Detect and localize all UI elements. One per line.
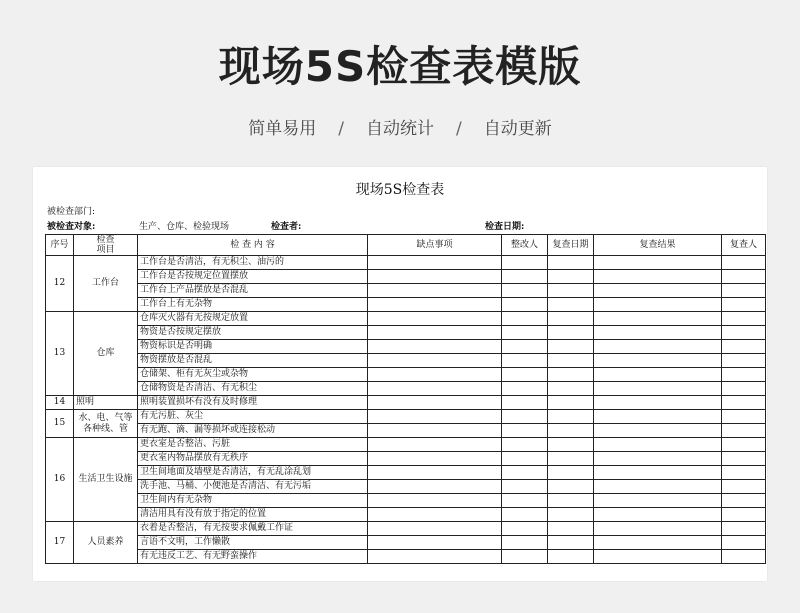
row-seq: 17 — [46, 522, 74, 564]
table-row — [46, 256, 766, 270]
fixer-cell[interactable] — [502, 368, 548, 382]
rechecker-cell[interactable] — [722, 312, 766, 326]
rechecker-cell[interactable] — [722, 270, 766, 284]
object-label: 被检查对象: — [47, 222, 96, 232]
recheck-date-cell[interactable] — [548, 354, 594, 368]
row-content: 物资是否按规定摆放 — [138, 326, 368, 340]
fixer-cell[interactable] — [502, 256, 548, 270]
fixer-cell[interactable] — [502, 396, 548, 410]
row-content: 照明装置损坏有没有及时修理 — [138, 396, 368, 410]
rechecker-cell[interactable] — [722, 298, 766, 312]
rechecker-cell[interactable] — [722, 550, 766, 564]
rechecker-cell[interactable] — [722, 340, 766, 354]
recheck-result-cell[interactable] — [594, 438, 722, 452]
recheck-date-cell[interactable] — [548, 424, 594, 438]
recheck-result-cell[interactable] — [594, 382, 722, 396]
table-row — [46, 312, 766, 326]
rechecker-cell[interactable] — [722, 536, 766, 550]
rechecker-cell[interactable] — [722, 438, 766, 452]
row-content: 有无违反工艺、有无野蛮操作 — [138, 550, 368, 564]
fixer-cell[interactable] — [502, 354, 548, 368]
row-content: 工作台上有无杂物 — [138, 298, 368, 312]
defect-cell[interactable] — [368, 508, 502, 522]
row-content: 工作台是否按规定位置摆放 — [138, 270, 368, 284]
recheck-date-cell[interactable] — [548, 522, 594, 536]
sheet-title: 现场5S检查表 — [355, 182, 445, 198]
separator: / — [338, 119, 344, 139]
row-content: 更衣室内物品摆放有无秩序 — [138, 452, 368, 466]
defect-cell[interactable] — [368, 270, 502, 284]
defect-cell[interactable] — [368, 326, 502, 340]
rechecker-cell[interactable] — [722, 284, 766, 298]
defect-cell[interactable] — [368, 284, 502, 298]
row-seq: 14 — [46, 396, 74, 410]
defect-cell[interactable] — [368, 382, 502, 396]
table-row — [46, 410, 766, 424]
col-content: 检 查 内 容 — [138, 235, 368, 256]
defect-cell[interactable] — [368, 396, 502, 410]
recheck-result-cell[interactable] — [594, 298, 722, 312]
defect-cell[interactable] — [368, 466, 502, 480]
inspection-table — [45, 234, 766, 564]
row-content: 仓库灭火器有无按规定放置 — [138, 312, 368, 326]
defect-cell[interactable] — [368, 522, 502, 536]
table-header-row — [46, 235, 766, 256]
recheck-date-cell[interactable] — [548, 326, 594, 340]
col-fixer: 整改人 — [502, 235, 548, 256]
recheck-result-cell[interactable] — [594, 340, 722, 354]
date-label: 检查日期: — [485, 222, 525, 232]
col-recheck-date: 复查日期 — [548, 235, 594, 256]
table-row — [46, 550, 766, 564]
fixer-cell[interactable] — [502, 494, 548, 508]
table-row — [46, 382, 766, 396]
table-row — [46, 480, 766, 494]
recheck-result-cell[interactable] — [594, 410, 722, 424]
defect-cell[interactable] — [368, 354, 502, 368]
rechecker-cell[interactable] — [722, 452, 766, 466]
fixer-cell[interactable] — [502, 270, 548, 284]
table-row — [46, 494, 766, 508]
table-row — [46, 326, 766, 340]
row-seq: 12 — [46, 256, 74, 312]
fixer-cell[interactable] — [502, 298, 548, 312]
defect-cell[interactable] — [368, 410, 502, 424]
page-title: 现场5S检查表模版 — [218, 42, 582, 91]
rechecker-cell[interactable] — [722, 410, 766, 424]
recheck-date-cell[interactable] — [548, 550, 594, 564]
table-row — [46, 522, 766, 536]
defect-cell[interactable] — [368, 424, 502, 438]
rechecker-cell[interactable] — [722, 382, 766, 396]
recheck-date-cell[interactable] — [548, 312, 594, 326]
rechecker-cell[interactable] — [722, 494, 766, 508]
rechecker-cell[interactable] — [722, 256, 766, 270]
row-content: 清洁用具有没有放于指定的位置 — [138, 508, 368, 522]
recheck-result-cell[interactable] — [594, 522, 722, 536]
row-content: 更衣室是否整洁、污脏 — [138, 438, 368, 452]
recheck-result-cell[interactable] — [594, 256, 722, 270]
rechecker-cell[interactable] — [722, 480, 766, 494]
rechecker-cell[interactable] — [722, 466, 766, 480]
fixer-cell[interactable] — [502, 326, 548, 340]
recheck-result-cell[interactable] — [594, 452, 722, 466]
recheck-date-cell[interactable] — [548, 508, 594, 522]
table-row — [46, 368, 766, 382]
col-item: 检查 项目 — [74, 235, 138, 256]
recheck-date-cell[interactable] — [548, 298, 594, 312]
dept-label: 被检查部门: — [47, 207, 96, 217]
recheck-date-cell[interactable] — [548, 438, 594, 452]
row-content: 工作台上产品摆放是否混乱 — [138, 284, 368, 298]
recheck-date-cell[interactable] — [548, 382, 594, 396]
recheck-date-cell[interactable] — [548, 368, 594, 382]
row-seq: 15 — [46, 410, 74, 438]
recheck-date-cell[interactable] — [548, 494, 594, 508]
table-row — [46, 508, 766, 522]
feature-auto-update: 自动更新 — [483, 119, 552, 139]
defect-cell[interactable] — [368, 480, 502, 494]
fixer-cell[interactable] — [502, 424, 548, 438]
recheck-date-cell[interactable] — [548, 410, 594, 424]
fixer-cell[interactable] — [502, 382, 548, 396]
row-content: 言语不文明，工作懒散 — [138, 536, 368, 550]
table-row — [46, 396, 766, 410]
recheck-result-cell[interactable] — [594, 424, 722, 438]
defect-cell[interactable] — [368, 438, 502, 452]
row-content: 物资摆放是否混乱 — [138, 354, 368, 368]
row-content: 仓储物资是否清洁、有无积尘 — [138, 382, 368, 396]
fixer-cell[interactable] — [502, 438, 548, 452]
fixer-cell[interactable] — [502, 536, 548, 550]
feature-auto-stats: 自动统计 — [366, 119, 434, 139]
recheck-date-cell[interactable] — [548, 340, 594, 354]
defect-cell[interactable] — [368, 536, 502, 550]
col-seq: 序号 — [46, 235, 74, 256]
recheck-result-cell[interactable] — [594, 494, 722, 508]
row-item: 生活卫生设施 — [74, 438, 138, 522]
rechecker-cell[interactable] — [722, 396, 766, 410]
table-row — [46, 452, 766, 466]
row-content: 物资标识是否明确 — [138, 340, 368, 354]
fixer-cell[interactable] — [502, 340, 548, 354]
recheck-date-cell[interactable] — [548, 284, 594, 298]
fixer-cell[interactable] — [502, 550, 548, 564]
fixer-cell[interactable] — [502, 452, 548, 466]
defect-cell[interactable] — [368, 368, 502, 382]
table-row — [46, 466, 766, 480]
fixer-cell[interactable] — [502, 466, 548, 480]
row-content: 有无跑、滴、漏等损坏或连接松动 — [138, 424, 368, 438]
row-content: 卫生间内有无杂物 — [138, 494, 368, 508]
recheck-result-cell[interactable] — [594, 536, 722, 550]
row-item: 工作台 — [74, 256, 138, 312]
defect-cell[interactable] — [368, 298, 502, 312]
row-content: 衣着是否整洁，有无按要求佩戴工作证 — [138, 522, 368, 536]
recheck-date-cell[interactable] — [548, 536, 594, 550]
row-content: 仓储架、柜有无灰尘或杂物 — [138, 368, 368, 382]
table-row — [46, 354, 766, 368]
row-content: 工作台是否清洁，有无积尘、油污的 — [138, 256, 368, 270]
col-rechecker: 复查人 — [722, 235, 766, 256]
rechecker-cell[interactable] — [722, 522, 766, 536]
inspection-sheet — [33, 167, 767, 581]
fixer-cell[interactable] — [502, 312, 548, 326]
defect-cell[interactable] — [368, 550, 502, 564]
recheck-date-cell[interactable] — [548, 480, 594, 494]
feature-tagline — [0, 114, 800, 139]
row-item: 照明 — [74, 396, 138, 410]
object-value: 生产、仓库、检验现场 — [139, 222, 230, 232]
recheck-result-cell[interactable] — [594, 284, 722, 298]
recheck-result-cell[interactable] — [594, 312, 722, 326]
recheck-result-cell[interactable] — [594, 368, 722, 382]
recheck-result-cell[interactable] — [594, 466, 722, 480]
table-row — [46, 270, 766, 284]
defect-cell[interactable] — [368, 256, 502, 270]
inspector-label: 检查者: — [271, 222, 302, 232]
recheck-date-cell[interactable] — [548, 396, 594, 410]
row-item: 人员素养 — [74, 522, 138, 564]
row-item: 仓库 — [74, 312, 138, 396]
table-row — [46, 340, 766, 354]
defect-cell[interactable] — [368, 312, 502, 326]
recheck-date-cell[interactable] — [548, 452, 594, 466]
separator: / — [456, 119, 462, 139]
table-row — [46, 284, 766, 298]
table-row — [46, 424, 766, 438]
rechecker-cell[interactable] — [722, 424, 766, 438]
fixer-cell[interactable] — [502, 522, 548, 536]
recheck-result-cell[interactable] — [594, 326, 722, 340]
recheck-result-cell[interactable] — [594, 354, 722, 368]
rechecker-cell[interactable] — [722, 368, 766, 382]
row-seq: 16 — [46, 438, 74, 522]
table-row — [46, 438, 766, 452]
row-content: 卫生间地面及墙壁是否清洁，有无乱涂乱划 — [138, 466, 368, 480]
defect-cell[interactable] — [368, 340, 502, 354]
rechecker-cell[interactable] — [722, 354, 766, 368]
row-content: 有无污脏、灰尘 — [138, 410, 368, 424]
defect-cell[interactable] — [368, 494, 502, 508]
row-seq: 13 — [46, 312, 74, 396]
recheck-date-cell[interactable] — [548, 256, 594, 270]
table-row — [46, 298, 766, 312]
feature-easy: 简单易用 — [248, 119, 317, 139]
fixer-cell[interactable] — [502, 508, 548, 522]
col-recheck-result: 复查结果 — [594, 235, 722, 256]
recheck-result-cell[interactable] — [594, 550, 722, 564]
row-item: 水、电、气等各种线、管 — [74, 410, 138, 438]
recheck-result-cell[interactable] — [594, 508, 722, 522]
fixer-cell[interactable] — [502, 480, 548, 494]
recheck-result-cell[interactable] — [594, 480, 722, 494]
recheck-date-cell[interactable] — [548, 466, 594, 480]
rechecker-cell[interactable] — [722, 508, 766, 522]
recheck-result-cell[interactable] — [594, 270, 722, 284]
defect-cell[interactable] — [368, 452, 502, 466]
fixer-cell[interactable] — [502, 410, 548, 424]
fixer-cell[interactable] — [502, 284, 548, 298]
recheck-date-cell[interactable] — [548, 270, 594, 284]
table-row — [46, 536, 766, 550]
col-defect: 缺点事项 — [368, 235, 502, 256]
recheck-result-cell[interactable] — [594, 396, 722, 410]
row-content: 洗手池、马桶、小便池是否清洁、有无污垢 — [138, 480, 368, 494]
rechecker-cell[interactable] — [722, 326, 766, 340]
